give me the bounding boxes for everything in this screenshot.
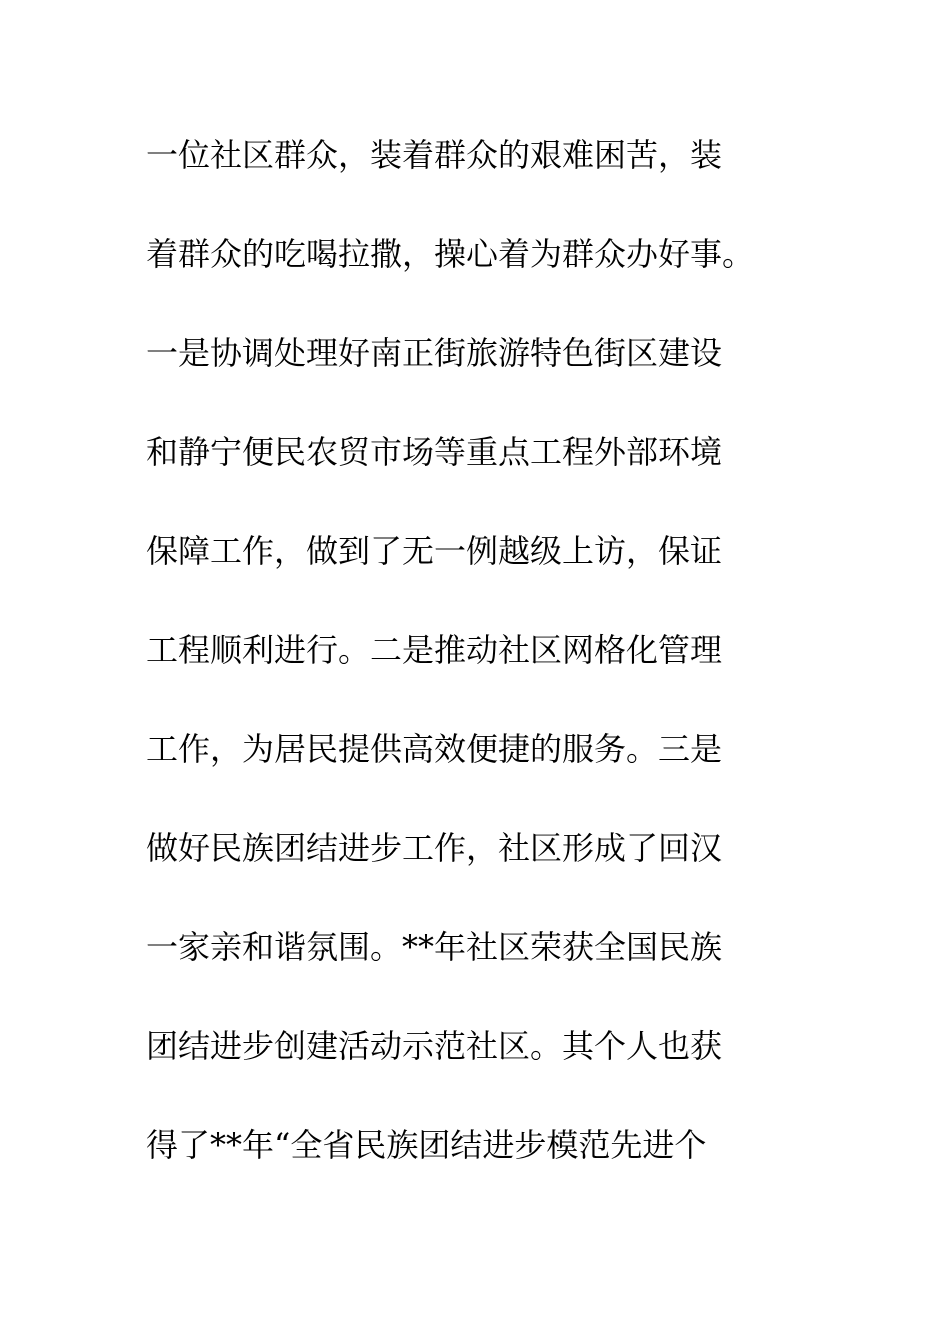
text-line: 一是协调处理好南正街旅游特色街区建设 <box>146 334 723 372</box>
text-line: 一家亲和谐氛围。**年社区荣获全国民族 <box>146 928 723 966</box>
text-line: 工作，为居民提供高效便捷的服务。三是 <box>146 730 723 768</box>
text-line: 和静宁便民农贸市场等重点工程外部环境 <box>146 433 723 471</box>
text-line: 团结进步创建活动示范社区。其个人也获 <box>146 1027 723 1065</box>
text-line: 一位社区群众，装着群众的艰难困苦，装 <box>146 136 723 174</box>
text-line: 做好民族团结进步工作，社区形成了回汉 <box>146 829 723 867</box>
text-line: 工程顺利进行。二是推动社区网格化管理 <box>146 631 723 669</box>
body-text <box>146 127 826 1216</box>
text-line: 保障工作，做到了无一例越级上访，保证 <box>146 532 723 570</box>
text-line: 着群众的吃喝拉撒，操心着为群众办好事。 <box>146 235 755 273</box>
text-line: 得了**年“全省民族团结进步模范先进个 <box>146 1126 707 1164</box>
